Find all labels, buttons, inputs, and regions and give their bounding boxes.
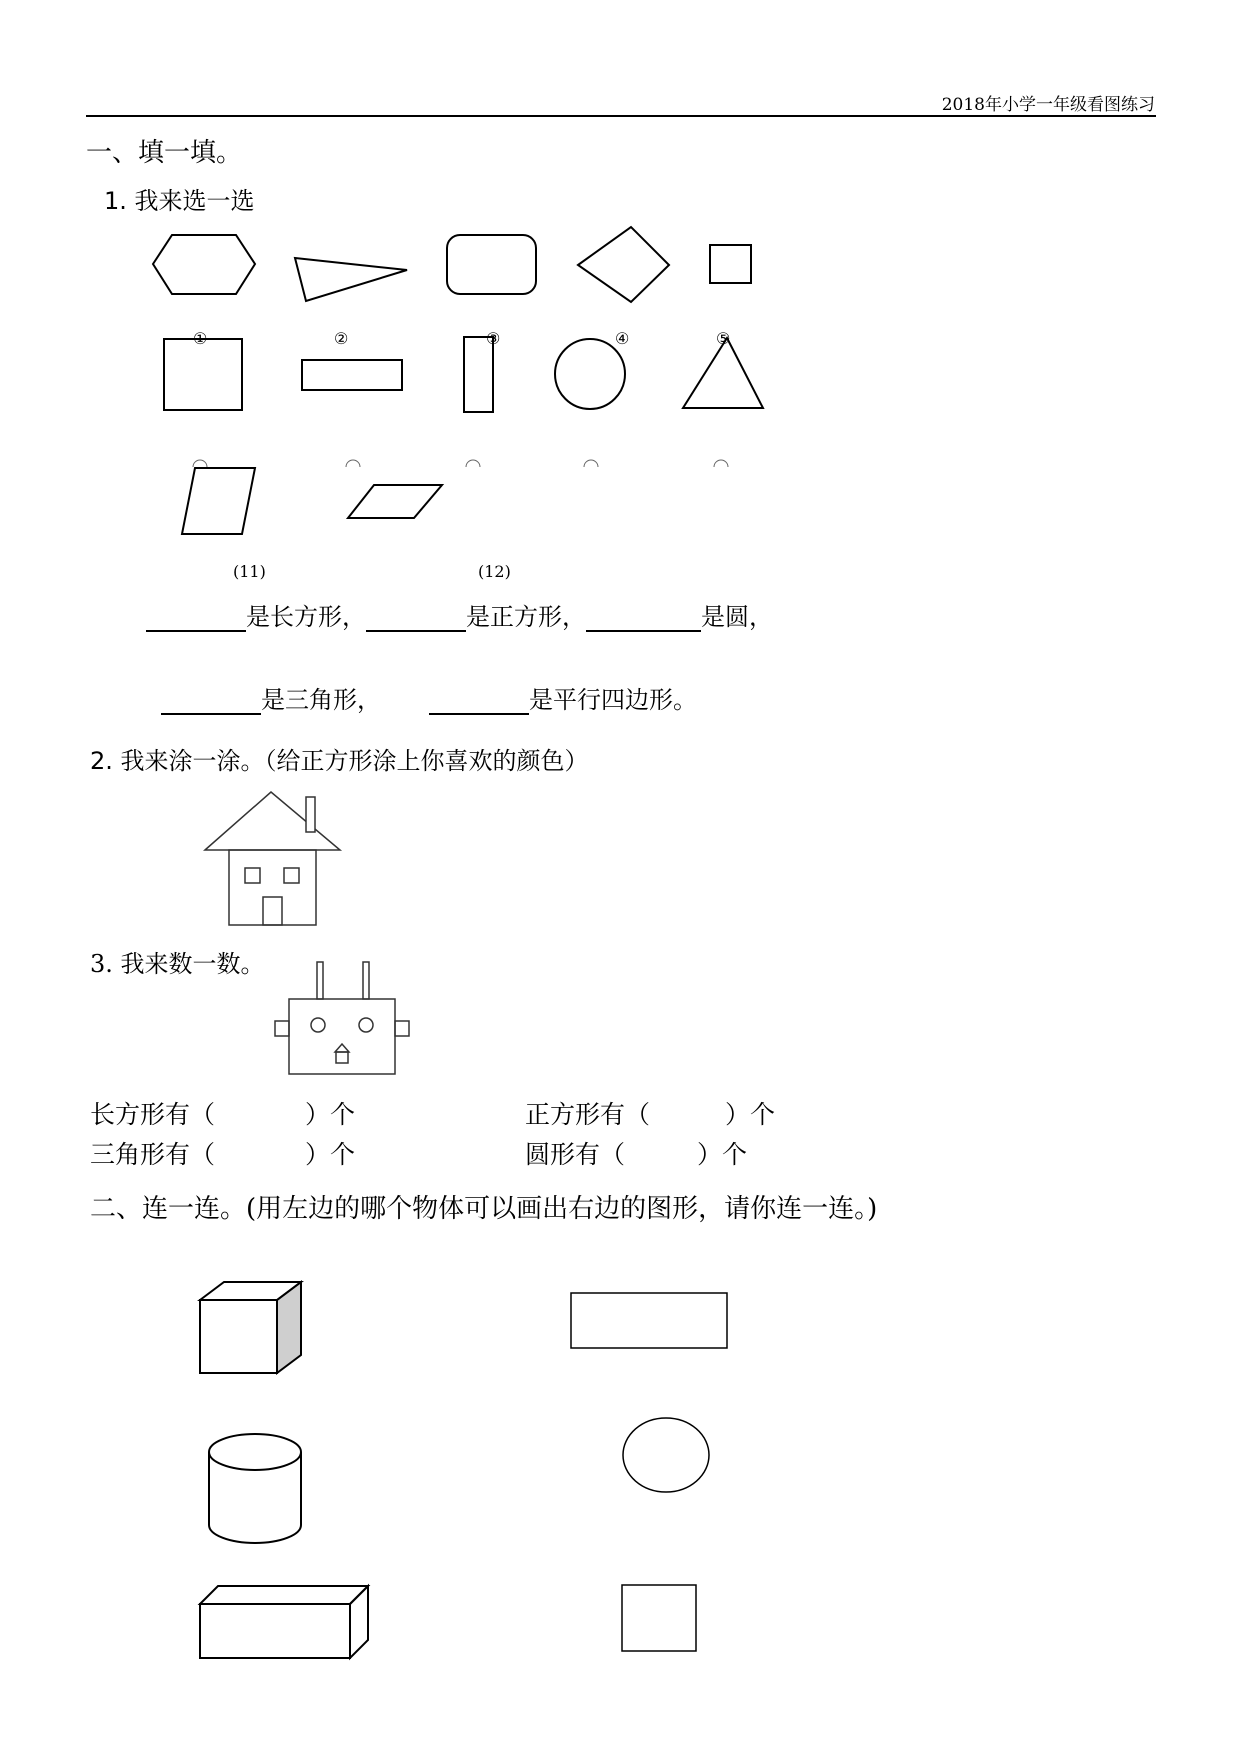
count-rect-b: ）个 [305, 1100, 356, 1129]
target-rectangle[interactable] [571, 1293, 727, 1348]
answer-text-parallelogram: 是平行四边形。 [529, 686, 697, 714]
house-body [229, 850, 316, 925]
rounded-rectangle-shape [447, 235, 536, 294]
page-header: 2018年小学一年级看图练习 [941, 95, 1155, 115]
target-square[interactable] [622, 1585, 696, 1651]
diamond-shape [578, 227, 669, 302]
count-circle-a: 圆形有（ [525, 1140, 626, 1169]
count-circle-b: ）个 [697, 1140, 748, 1169]
section2-title: 二、连一连。(用左边的哪个物体可以画出右边的图形，请你连一连。) [90, 1194, 878, 1224]
cuboid-front [200, 1604, 350, 1658]
q2-title: 2. 我来涂一涂。（给正方形涂上你喜欢的颜色） [90, 747, 589, 775]
cutoff-label-8 [466, 460, 480, 467]
label-1: ① [193, 329, 208, 348]
house-window-left [245, 868, 260, 883]
count-triangle-a: 三角形有（ [90, 1140, 216, 1169]
label-4: ④ [615, 329, 630, 348]
object-cuboid[interactable] [200, 1586, 368, 1658]
cutoff-label-10 [714, 460, 728, 467]
object-cube[interactable] [200, 1282, 301, 1373]
cuboid-side [350, 1586, 368, 1658]
answer-text-rect: 是长方形， [246, 603, 366, 631]
count-rect-a: 长方形有（ [90, 1100, 216, 1129]
count-square-a: 正方形有（ [525, 1100, 651, 1129]
house-figure [205, 792, 340, 925]
square-shape [164, 339, 242, 410]
robot-nose-triangle [335, 1044, 349, 1052]
triangle-obtuse-shape [295, 258, 407, 301]
count-square-b: ）个 [725, 1100, 776, 1129]
label-11: (11) [233, 562, 266, 581]
wide-rectangle-shape [302, 360, 402, 390]
label-12: (12) [478, 562, 511, 581]
house-door [263, 897, 282, 925]
target-ellipse[interactable] [623, 1418, 709, 1492]
parallelogram-tall-shape [182, 468, 255, 534]
circle-shape [555, 339, 625, 409]
robot-eye-left [311, 1018, 325, 1032]
cube-side [277, 1282, 301, 1373]
robot-figure [275, 962, 409, 1074]
tall-rectangle-shape [464, 337, 493, 412]
cuboid-top [200, 1586, 368, 1604]
answer-text-circle: 是圆， [701, 603, 773, 631]
q1-title: 1. 我来选一选 [104, 187, 255, 215]
parallelogram-flat-shape [348, 485, 442, 518]
robot-antenna-left [317, 962, 323, 999]
robot-antenna-right [363, 962, 369, 999]
robot-ear-left [275, 1021, 289, 1036]
answer-text-triangle: 是三角形， [261, 686, 381, 714]
section1-title: 一、填一填。 [86, 138, 243, 168]
label-2: ② [334, 329, 349, 348]
hexagon-shape [153, 235, 255, 294]
cylinder-top [209, 1434, 301, 1470]
cutoff-label-7 [346, 460, 360, 467]
label-5: ⑤ [716, 329, 731, 348]
q3-title: 3. 我来数一数。 [90, 950, 265, 978]
robot-nose-square [336, 1052, 348, 1063]
small-square-shape [710, 245, 751, 283]
cube-front [200, 1300, 277, 1373]
object-cylinder[interactable] [209, 1434, 301, 1543]
robot-eye-right [359, 1018, 373, 1032]
house-window-right [284, 868, 299, 883]
label-3: ③ [486, 329, 501, 348]
cutoff-label-6 [193, 460, 207, 467]
house-roof [205, 792, 340, 850]
triangle-shape [683, 338, 763, 408]
count-triangle-b: ）个 [305, 1140, 356, 1169]
house-chimney [306, 797, 315, 832]
robot-ear-right [395, 1021, 409, 1036]
answer-text-square: 是正方形， [466, 603, 586, 631]
cutoff-label-9 [584, 460, 598, 467]
